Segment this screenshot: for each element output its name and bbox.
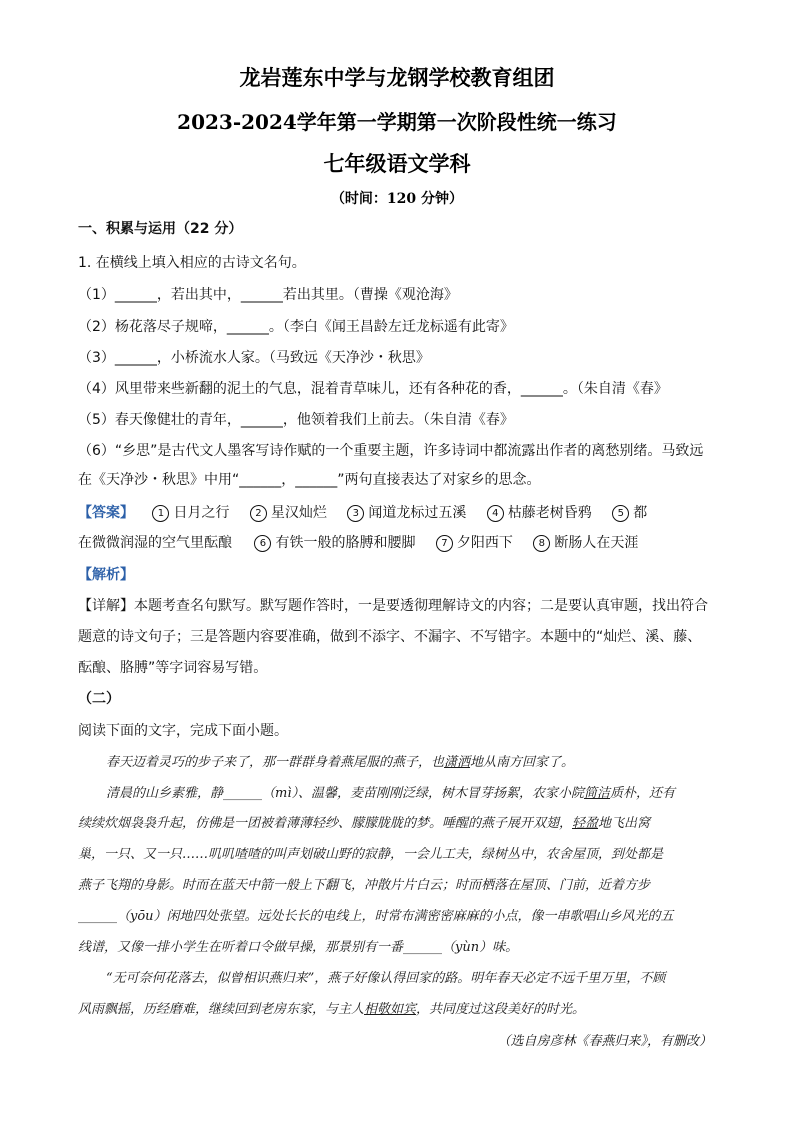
underlined-word: 潇洒	[444, 755, 471, 770]
question1-item: （2）杨花落尽子规啼，______。（李白《闻王昌龄左迁龙标遥有此寄》	[78, 319, 514, 335]
question1-item: （3）______，小桥流水人家。（马致远《天净沙・秋思》	[78, 350, 430, 366]
passage-line: 春天迈着灵巧的步子来了，那一群群身着燕尾服的燕子，也潇洒地从南方回家了。	[106, 755, 575, 770]
answer-text: 闻道龙标过五溪	[368, 505, 467, 521]
exam-title: 2023-2024学年第一学期第一次阶段性统一练习	[177, 110, 617, 134]
question1-prompt: 1. 在横线上填入相应的古诗文名句。	[78, 255, 306, 271]
section2-instruction: 阅读下面的文字，完成下面小题。	[78, 723, 288, 739]
answer-number: 8	[533, 535, 550, 552]
question1-item: （5）春天像健壮的青年，______，他领着我们上前去。（朱自清《春》	[78, 412, 514, 428]
underlined-word: 轻盈	[572, 816, 599, 831]
answer-item	[254, 535, 415, 551]
answer-row	[78, 532, 718, 552]
analysis-line: 酝酿、胳膊”等字词容易写错。	[78, 660, 268, 676]
answer-row	[78, 502, 718, 522]
answer-item	[487, 505, 592, 521]
passage-line: “无可奈何花落去，似曾相识燕归来”，燕子好像认得回家的路。明年春天必定不远千里万里，不顾	[106, 971, 666, 986]
answer-item	[533, 535, 638, 551]
answer-item	[612, 505, 647, 521]
question1-item: 在《天净沙・秋思》中用“______，______”两句直接表达了对家乡的思念。	[78, 472, 541, 488]
analysis-label: 【解析】	[78, 567, 134, 583]
school-title: 龙岩莲东中学与龙钢学校教育组团	[239, 65, 555, 90]
answer-item	[152, 505, 229, 521]
exam-time: （时间：120 分钟）	[330, 191, 464, 207]
answer-text: 枯藤老树昏鸦	[507, 505, 592, 521]
passage-line: ______（yōu）闲地四处张望。远处长长的电线上，时常布满密密麻麻的小点，像一串歌唱山乡风光的五	[78, 909, 674, 924]
answer-label: 【答案】	[78, 505, 134, 521]
analysis-line: 题意的诗文句子；三是答题内容要准确，做到不添字、不漏字、不写错字。本题中的“灿烂、溪、藤、	[78, 629, 702, 645]
subject-title: 七年级语文学科	[323, 151, 471, 176]
detail-label: 【详解】	[78, 598, 134, 614]
answer-text: 在微微润湿的空气里酝酿	[78, 535, 232, 551]
answer-number: 7	[436, 535, 453, 552]
answer-text: 都	[633, 505, 648, 521]
answer-number: 2	[250, 505, 267, 522]
underlined-word: 相敬如宾	[364, 1002, 417, 1017]
answer-number: 3	[347, 505, 364, 522]
analysis-line	[78, 595, 718, 615]
answer-item	[250, 505, 327, 521]
question1-item: （6）“乡思”是古代文人墨客写诗作赋的一个重要主题，许多诗词中都流露出作者的离愁别绪。马致远	[78, 443, 704, 459]
answer-number: 1	[152, 505, 169, 522]
passage-line: 风雨飘摇，历经磨难，继续回到老房东家，与主人相敬如宾，共同度过这段美好的时光。	[78, 1002, 586, 1017]
passage-line: 续续炊烟袅袅升起，仿佛是一团被着薄薄轻纱、朦朦胧胧的梦。唾醒的燕子展开双翅，轻盈地飞出窝	[78, 816, 651, 831]
answer-number: 5	[612, 505, 629, 522]
analysis-text: 本题考查名句默写。默写题作答时，一是要透彻理解诗文的内容；二是要认真审题，找出符合	[134, 598, 708, 614]
passage-line: 燕子飞翔的身影。时而在蓝天中箭一般上下翻飞，冲散片片白云；时而栖落在屋顶、门前，近着方步	[78, 878, 651, 893]
underlined-word: 简洁	[584, 786, 611, 801]
answer-item	[436, 535, 513, 551]
passage-line: 清晨的山乡素雅，静______（mì）、温馨，麦苗刚刚泛绿，树木冒芽扬絮，农家小院简洁质朴，还有	[106, 786, 676, 801]
answer-text: 断肠人在天涯	[554, 535, 639, 551]
passage-line: 巢，一只、又一只……叽叽喳喳的叫声划破山野的寂静，一会儿工夫，绿树丛中，农舍屋顶，到处都是	[78, 847, 664, 862]
section1-heading: 一、积累与运用（22 分）	[78, 221, 243, 237]
answer-number: 4	[487, 505, 504, 522]
answer-text: 有铁一般的胳膊和腰脚	[275, 535, 416, 551]
answer-item	[347, 505, 466, 521]
answer-text: 星汉灿烂	[270, 505, 327, 521]
answer-number: 6	[254, 535, 271, 552]
answer-text: 日月之行	[173, 505, 230, 521]
question1-item: （1）______，若出其中，______若出其里。（曹操《观沧海》	[78, 287, 458, 303]
answer-text: 夕阳西下	[456, 535, 513, 551]
passage-line: 线谱，又像一排小学生在听着口令做早操，那景别有一番______（yùn）味。	[78, 940, 519, 955]
passage-source: （选自房彦林《春燕归来》，有删改）	[497, 1034, 712, 1049]
section2-heading: （二）	[78, 691, 120, 707]
question1-item: （4）风里带来些新翻的泥土的气息，混着青草味儿，还有各种花的香，______。（朱自清《春》	[78, 381, 668, 397]
